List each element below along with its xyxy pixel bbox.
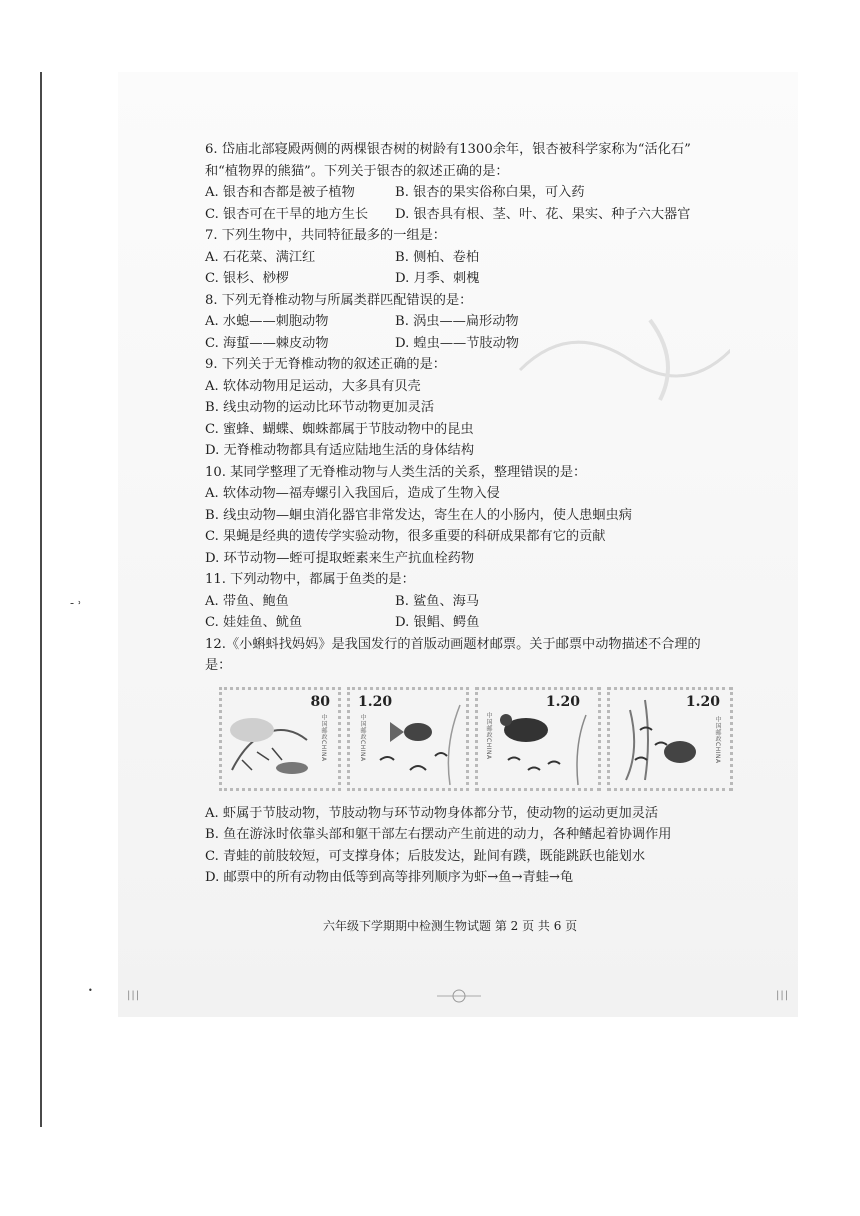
option-b: B. 银杏的果实俗称白果，可入药 [395,185,585,200]
question-text: 10. 某同学整理了无脊椎动物与人类生活的关系，整理错误的是： [205,464,587,480]
option-b: B. 鱼在游泳时依靠头部和躯干部左右摆动产生前进的动力，各种鳍起着协调作用 [205,827,672,842]
question-text: 是： [205,658,232,673]
option-b: B. 侧柏、卷柏 [395,249,480,265]
stamp-value: 1.20 [545,693,580,710]
option-a: A. 水螅——刺胞动物 [205,314,329,329]
stamp-value: 80 [310,693,330,710]
question-10 [205,462,745,570]
question-text: 9. 下列关于无脊椎动物的叙述正确的是： [205,357,446,372]
option-d: D. 蝗虫——节肢动物 [395,335,519,351]
option-a: A. 银杏和杏都是被子植物 [205,185,355,200]
option-c: C. 果蝇是经典的遗传学实验动物，很多重要的科研成果都有它的贡献 [205,529,606,544]
option-b: B. 鲨鱼、海马 [395,593,480,609]
stamp-frog [607,687,733,791]
question-text: 8. 下列无脊椎动物与所属类群匹配错误的是： [205,292,473,308]
question-12 [205,634,745,889]
option-d: D. 月季、刺槐 [395,271,480,286]
option-c: C. 银杏可在干旱的地方生长 [205,206,369,222]
question-9 [205,354,745,462]
option-a: A. 软体动物用足运动，大多具有贝壳 [205,378,421,394]
question-text: 7. 下列生物中，共同特征最多的一组是： [205,228,446,243]
stamp-fish [347,687,469,791]
stamp-value: 1.20 [685,693,720,710]
option-a: A. 软体动物—福寿螺引入我国后，造成了生物入侵 [205,486,500,501]
stamp-post-label: 中国邮政CHINA [359,713,366,762]
option-d: D. 环节动物—蛭可提取蛭素来生产抗血栓药物 [205,550,475,566]
option-c: C. 银杉、桫椤 [205,271,289,286]
option-a: A. 带鱼、鲍鱼 [205,593,289,609]
option-c: C. 青蛙的前肢较短，可支撑身体；后肢发达，趾间有蹼，既能跳跃也能划水 [205,848,646,864]
option-d: D. 银杏具有根、茎、叶、花、果实、种子六大器官 [395,206,691,222]
binding-circle-mark [437,988,481,1004]
stamp-shrimp [219,687,341,791]
option-c: C. 蜜蜂、蝴蝶、蜘蛛都属于节肢动物中的昆虫 [205,421,474,437]
option-d: D. 银鲳、鳄鱼 [395,615,480,630]
option-a: A. 石花菜、满江红 [205,249,316,265]
question-7 [205,225,745,290]
option-a: A. 虾属于节肢动物，节肢动物与环节动物身体都分节，使动物的运动更加灵活 [205,805,659,821]
stamp-strip [219,687,745,795]
option-b: B. 涡虫——扁形动物 [395,314,519,329]
stamp-turtle [475,687,601,791]
stamp-value: 1.20 [358,693,393,710]
option-c: C. 娃娃鱼、鱿鱼 [205,615,303,630]
option-c: C. 海蜇——棘皮动物 [205,335,329,351]
stamp-post-label: 中国邮政CHINA [714,715,721,764]
question-text: 12.《小蝌蚪找妈妈》是我国发行的首版动画题材邮票。关于邮票中动物描述不合理的 [205,636,701,652]
question-8 [205,290,745,355]
scan-border-line [40,72,42,1127]
margin-mark-right: ||| [776,990,790,1001]
question-11 [205,569,745,634]
question-list [205,139,745,889]
turtle-illustration [478,690,600,786]
option-d: D. 邮票中的所有动物由低等到高等排列顺序为虾→鱼→青蛙→龟 [205,870,574,885]
scan-speck: ‑ ˒ [70,596,82,610]
scan-speck: • [88,986,93,995]
option-b: B. 线虫动物的运动比环节动物更加灵活 [205,400,435,415]
stamp-post-label: 中国邮政CHINA [485,711,492,760]
question-text: 6. 岱庙北部寝殿两侧的两棵银杏树的树龄有1300余年，银杏被科学家称为“活化石” [205,142,691,157]
option-d: D. 无脊椎动物都具有适应陆地生活的身体结构 [205,443,475,458]
question-text: 和“植物界的熊猫”。下列关于银杏的叙述正确的是： [205,163,509,179]
stamp-post-label: 中国邮政CHINA [320,713,327,762]
margin-mark-left: ||| [127,990,141,1001]
question-6 [205,139,745,225]
page-footer: 六年级下学期期中检测生物试题 第 2 页 共 6 页 [323,919,578,933]
option-b: B. 线虫动物—蛔虫消化器官非常发达，寄生在人的小肠内，使人患蛔虫病 [205,507,632,523]
question-text: 11. 下列动物中，都属于鱼类的是： [205,572,415,587]
